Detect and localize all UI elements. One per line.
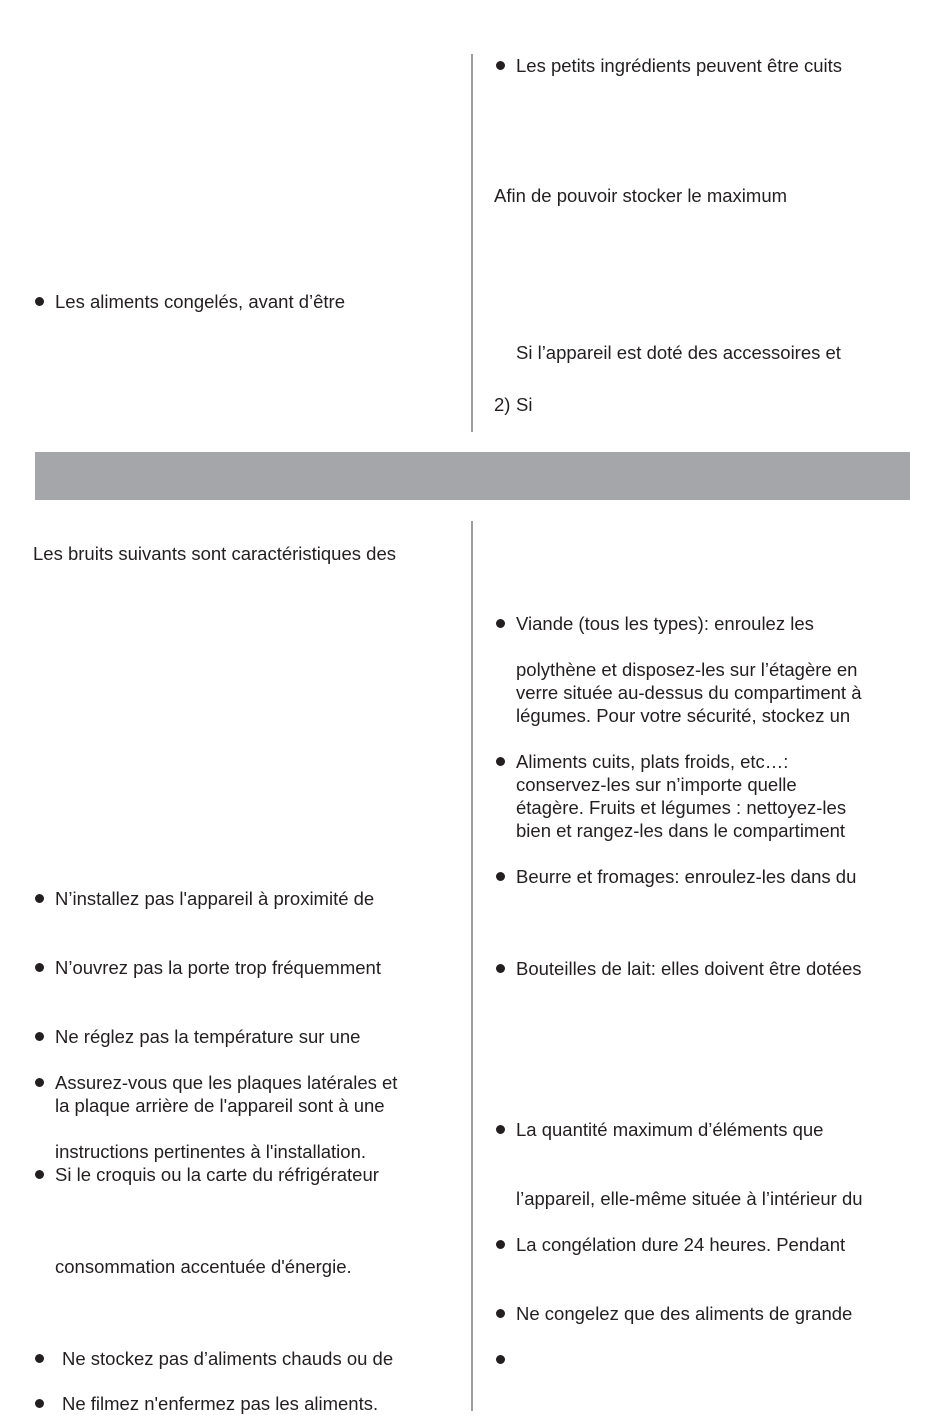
door-text: N’ouvrez pas la porte trop fréquemment [55, 957, 381, 978]
bullet-icon [35, 1170, 44, 1179]
noises-intro-text: Les bruits suivants sont caractéristiques des [33, 543, 396, 564]
bullet-icon [35, 1032, 44, 1041]
bullet-icon [35, 297, 44, 306]
bullet-icon [496, 757, 505, 766]
meat-line-1: Viande (tous les types): enroulez les [516, 613, 814, 634]
cooked-line-4: bien et rangez-les dans le compartiment [516, 820, 846, 841]
freezing-text: La congélation dure 24 heures. Pendant [516, 1234, 846, 1255]
cooked-line-2: conservez-les sur n’importe quelle [516, 774, 797, 795]
temperature-text: Ne réglez pas la température sur une [55, 1026, 361, 1047]
sketch-line-1: Si le croquis ou la carte du réfrigérateur [55, 1164, 379, 1185]
bullet-icon [496, 61, 505, 70]
section-header-band [35, 452, 910, 500]
milk-text: Bouteilles de lait: elles doivent être dotées [516, 958, 862, 979]
bullet-icon [35, 1354, 44, 1363]
bullet-icon [496, 964, 505, 973]
bullet-icon [496, 1240, 505, 1249]
hot-food-text: Ne stockez pas d’aliments chauds ou de [62, 1348, 394, 1369]
bullet-icon [35, 894, 44, 903]
bullet-icon [496, 1355, 505, 1364]
store-max-text: Afin de pouvoir stocker le maximum [494, 185, 788, 206]
item-2-text: Si [516, 394, 533, 415]
sketch-line-2: consommation accentuée d'énergie. [55, 1256, 352, 1277]
butter-text: Beurre et fromages: enroulez-les dans du [516, 866, 857, 887]
bullet-icon [496, 1309, 505, 1318]
accessories-text: Si l’appareil est doté des accessoires et [516, 342, 841, 363]
install-near-text: N’installez pas l'appareil à proximité de [55, 888, 375, 909]
plates-line-3: instructions pertinentes à l'installation. [55, 1141, 367, 1162]
quantity-line-1: La quantité maximum d’éléments que [516, 1119, 824, 1140]
small-ingredients-text: Les petits ingrédients peuvent être cuits [516, 55, 842, 76]
bullet-icon [496, 872, 505, 881]
meat-line-2: polythène et disposez-les sur l’étagère en [516, 659, 858, 680]
bullet-icon [35, 1078, 44, 1087]
bullet-icon [35, 1399, 44, 1408]
film-text: Ne filmez n'enfermez pas les aliments. [62, 1393, 379, 1414]
bullet-icon [35, 963, 44, 972]
item-2-number: 2) [494, 394, 511, 415]
bullet-icon [496, 1125, 505, 1134]
column-divider-top [471, 54, 473, 432]
bullet-icon [496, 619, 505, 628]
frozen-food-text: Les aliments congelés, avant d’être [55, 291, 346, 312]
cooked-line-1: Aliments cuits, plats froids, etc…: [516, 751, 789, 772]
meat-line-4: légumes. Pour votre sécurité, stockez un [516, 705, 851, 726]
plates-line-2: la plaque arrière de l'appareil sont à une [55, 1095, 385, 1116]
meat-line-3: verre située au-dessus du compartiment à [516, 682, 862, 703]
column-divider-bottom [471, 521, 473, 1411]
cooked-line-3: étagère. Fruits et légumes : nettoyez-les [516, 797, 847, 818]
large-food-text: Ne congelez que des aliments de grande [516, 1303, 853, 1324]
plates-line-1: Assurez-vous que les plaques latérales et [55, 1072, 398, 1093]
quantity-line-2: l’appareil, elle-même située à l’intérieur du [516, 1188, 863, 1209]
